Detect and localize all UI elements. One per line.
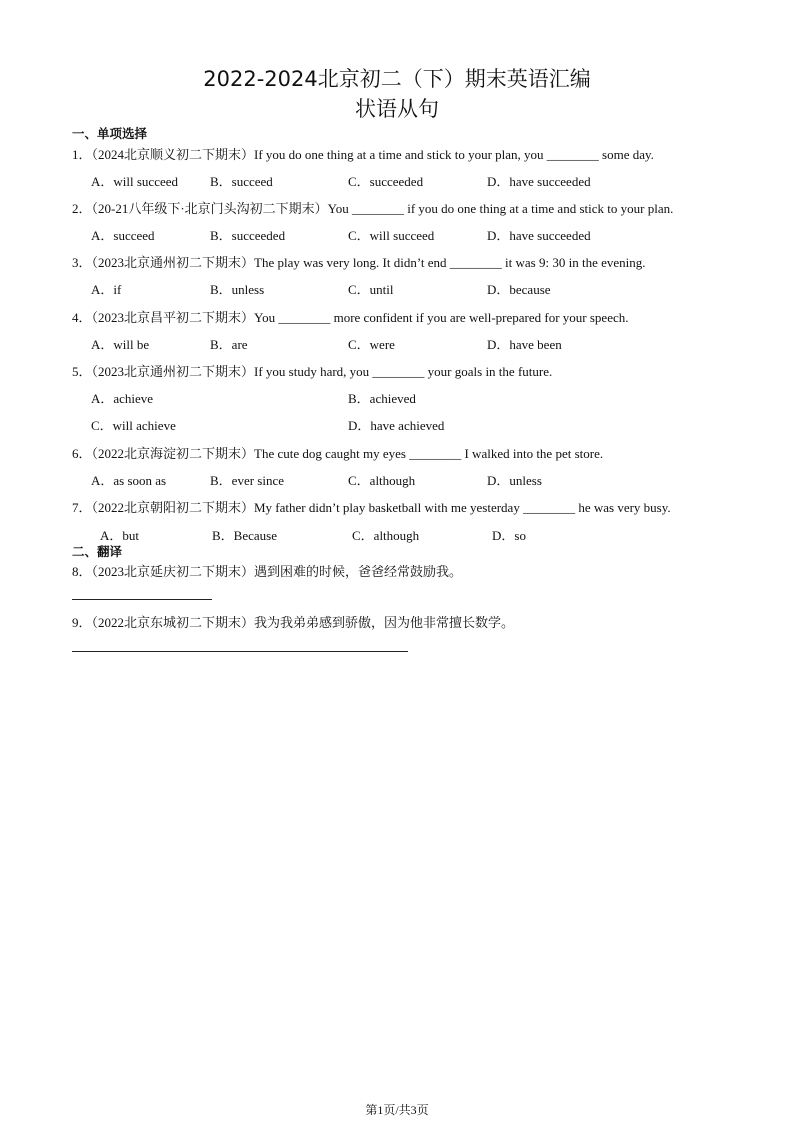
- question-9: 9．（2022北京东城初二下期末）我为我弟弟感到骄傲，因为他非常擅长数学。: [72, 615, 515, 630]
- q4-option-d: D．have been: [487, 337, 562, 352]
- q3-option-d: D．because: [487, 282, 551, 297]
- q7-option-a: A．but: [100, 528, 140, 543]
- q6-option-d: D．unless: [487, 473, 542, 488]
- q1-option-b: B．succeed: [210, 174, 273, 189]
- q3-option-b: B．unless: [210, 282, 265, 297]
- question-5: 5．（2023北京通州初二下期末）If you study hard, you ________ your goals in the future.: [72, 364, 553, 379]
- q2-option-c: C．will succeed: [348, 228, 435, 243]
- answer-line-8: [72, 599, 212, 600]
- q7-option-c: C．although: [352, 528, 420, 543]
- q2-option-a: A．succeed: [91, 228, 155, 243]
- q3-option-c: C．until: [348, 282, 394, 297]
- question-4: 4．（2023北京昌平初二下期末）You ________ more confident if you are well-prepared for your speech.: [72, 310, 629, 325]
- question-1: 1．（2024北京顺义初二下期末）If you do one thing at a time and stick to your plan, you ________ some day.: [72, 147, 654, 162]
- page-title: 2022-2024北京初二（下）期末英语汇编: [203, 67, 591, 91]
- question-6: 6．（2022北京海淀初二下期末）The cute dog caught my eyes ________ I walked into the pet store.: [72, 446, 604, 461]
- answer-line-9: [72, 651, 408, 652]
- section-heading-translation: 二、翻译: [72, 544, 123, 559]
- q1-option-a: A．will succeed: [91, 174, 179, 189]
- q5-option-b: B．achieved: [348, 391, 416, 406]
- q4-option-b: B．are: [210, 337, 248, 352]
- question-2: 2．（20-21八年级下·北京门头沟初二下期末）You ________ if you do one thing at a time and stick to your plan.: [72, 201, 674, 216]
- page-subtitle: 状语从句: [355, 97, 439, 121]
- q6-option-a: A．as soon as: [91, 473, 167, 488]
- section-heading-multiple-choice: 一、单项选择: [72, 126, 148, 141]
- q5-option-a: A．achieve: [91, 391, 154, 406]
- q6-option-c: C．although: [348, 473, 416, 488]
- q6-option-b: B．ever since: [210, 473, 285, 488]
- q5-option-c: C．will achieve: [91, 418, 176, 433]
- question-7: 7．（2022北京朝阳初二下期末）My father didn’t play basketball with me yesterday ________ he was very busy.: [72, 500, 671, 515]
- q4-option-a: A．will be: [91, 337, 150, 352]
- q1-option-c: C．succeeded: [348, 174, 424, 189]
- q2-option-b: B．succeeded: [210, 228, 286, 243]
- q4-option-c: C．were: [348, 337, 395, 352]
- q3-option-a: A．if: [91, 282, 122, 297]
- question-3: 3．（2023北京通州初二下期末）The play was very long. It didn’t end ________ it was 9: 30 in the evening.: [72, 255, 646, 270]
- q7-option-b: B．Because: [212, 528, 277, 543]
- page-number: 第1页/共3页: [365, 1103, 429, 1117]
- question-8: 8．（2023北京延庆初二下期末）遇到困难的时候，爸爸经常鼓励我。: [72, 564, 463, 579]
- q5-option-d: D．have achieved: [348, 418, 445, 433]
- q7-option-d: D．so: [492, 528, 526, 543]
- q2-option-d: D．have succeeded: [487, 228, 591, 243]
- q1-option-d: D．have succeeded: [487, 174, 591, 189]
